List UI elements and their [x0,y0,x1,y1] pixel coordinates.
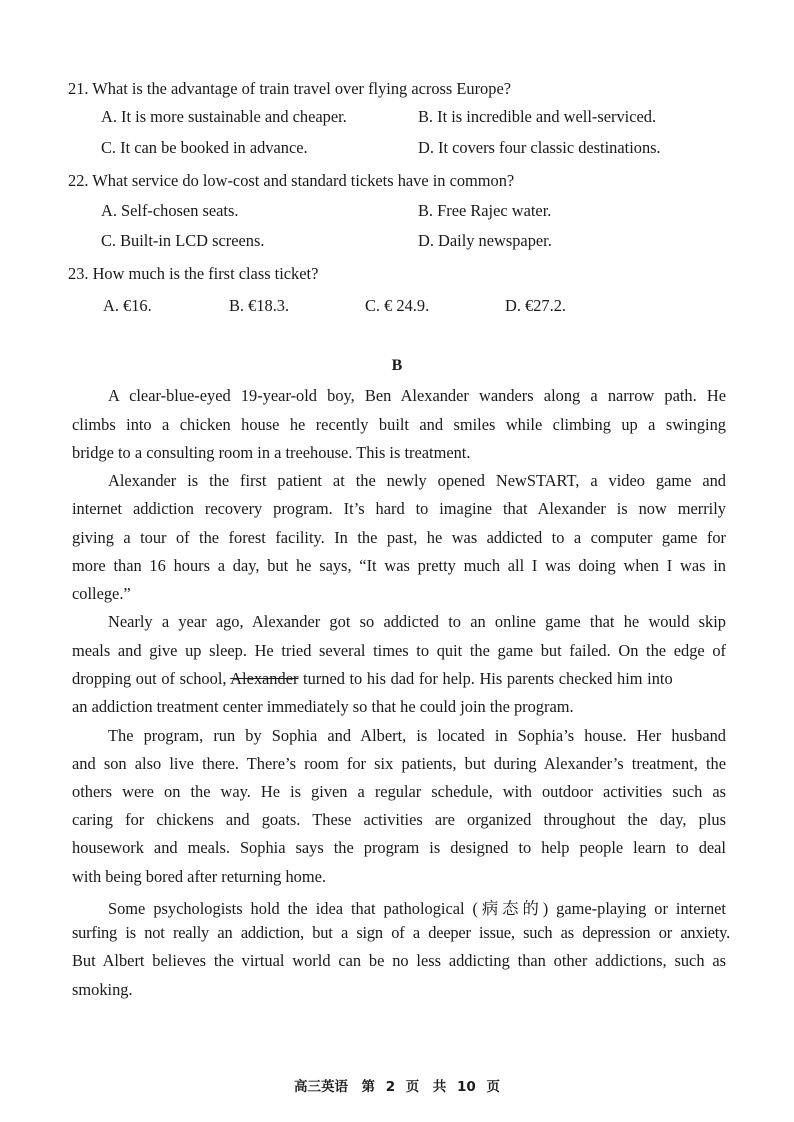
passage-line: climbs into a chicken house he recently built and smiles while climbing up a swinging [72,415,726,434]
question-23-stem: 23. How much is the first class ticket? [68,264,319,283]
passage-line: housework and meals. Sophia says the program is designed to help people learn to deal [72,838,726,857]
question-21-option-d: D. It covers four classic destinations. [418,138,661,157]
passage-line: an addiction treatment center immediately so that he could join the program. [72,697,574,716]
page-footer: 高三英语 第 2 页 共 10 页 [294,1079,500,1095]
passage-line: internet addiction recovery program. It’s hard to imagine that Alexander is now merrily [72,499,726,518]
question-21-option-b: B. It is incredible and well-serviced. [418,107,657,126]
question-22-option-d: D. Daily newspaper. [418,231,552,250]
passage-line: giving a tour of the forest facility. In the past, he was addicted to a computer game for [72,528,726,547]
passage-line: others were on the way. He is given a regular schedule, with outdoor activities such as [72,782,726,801]
passage-line: caring for chickens and goats. These activities are organized throughout the day, plus [72,810,726,829]
question-23-option-b: B. €18.3. [229,296,290,315]
passage-line: bridge to a consulting room in a treehouse. This is treatment. [72,443,471,462]
passage-line: But Albert believes the virtual world can be no less addicting than other addictions, such as [72,951,726,970]
question-23-option-a: A. €16. [103,296,152,315]
passage-line: Nearly a year ago, Alexander got so addicted to an online game that he would skip [108,612,726,631]
question-21-stem: 21. What is the advantage of train travel over flying across Europe? [68,79,511,98]
passage-line: meals and give up sleep. He tried several times to quit the game but failed. On the edge of [72,641,726,660]
question-23-option-c: C. € 24.9. [365,296,430,315]
passage-line: A clear-blue-eyed 19-year-old boy, Ben Alexander wanders along a narrow path. He [108,386,726,405]
passage-line: Alexander is the first patient at the newly opened NewSTART, a video game and [108,471,726,490]
section-b-title: B [391,357,403,374]
passage-line: The program, run by Sophia and Albert, is located in Sophia’s house. Her husband [108,726,726,745]
passage-text: dropping out of school, [72,669,231,688]
passage-line: Some psychologists hold the idea that pathological (病态的) game-playing or internet [108,899,726,918]
passage-line: college.” [72,584,131,603]
question-22-stem: 22. What service do low-cost and standard tickets have in common? [68,171,515,190]
struck-word: Alexander [230,669,299,688]
passage-text: turned to his dad for help. His parents checked him into [298,669,673,688]
passage-line: surfing is not really an addiction, but a sign of a deeper issue, such as depression or anxiety. [72,923,730,942]
passage-line: and son also live there. There’s room for six patients, but during Alexander’s treatment, the [72,754,726,773]
passage-line: with being bored after returning home. [72,867,326,886]
question-22-option-b: B. Free Rajec water. [418,201,552,220]
passage-line: smoking. [72,980,133,999]
question-21-option-c: C. It can be booked in advance. [101,138,308,157]
question-23-option-d: D. €27.2. [505,296,567,315]
question-21-option-a: A. It is more sustainable and cheaper. [101,107,347,126]
passage-line: more than 16 hours a day, but he says, “It was pretty much all I was doing when I was in [72,556,726,575]
passage-line [72,669,726,689]
question-22-option-a: A. Self-chosen seats. [101,201,239,220]
question-22-option-c: C. Built-in LCD screens. [101,231,265,250]
